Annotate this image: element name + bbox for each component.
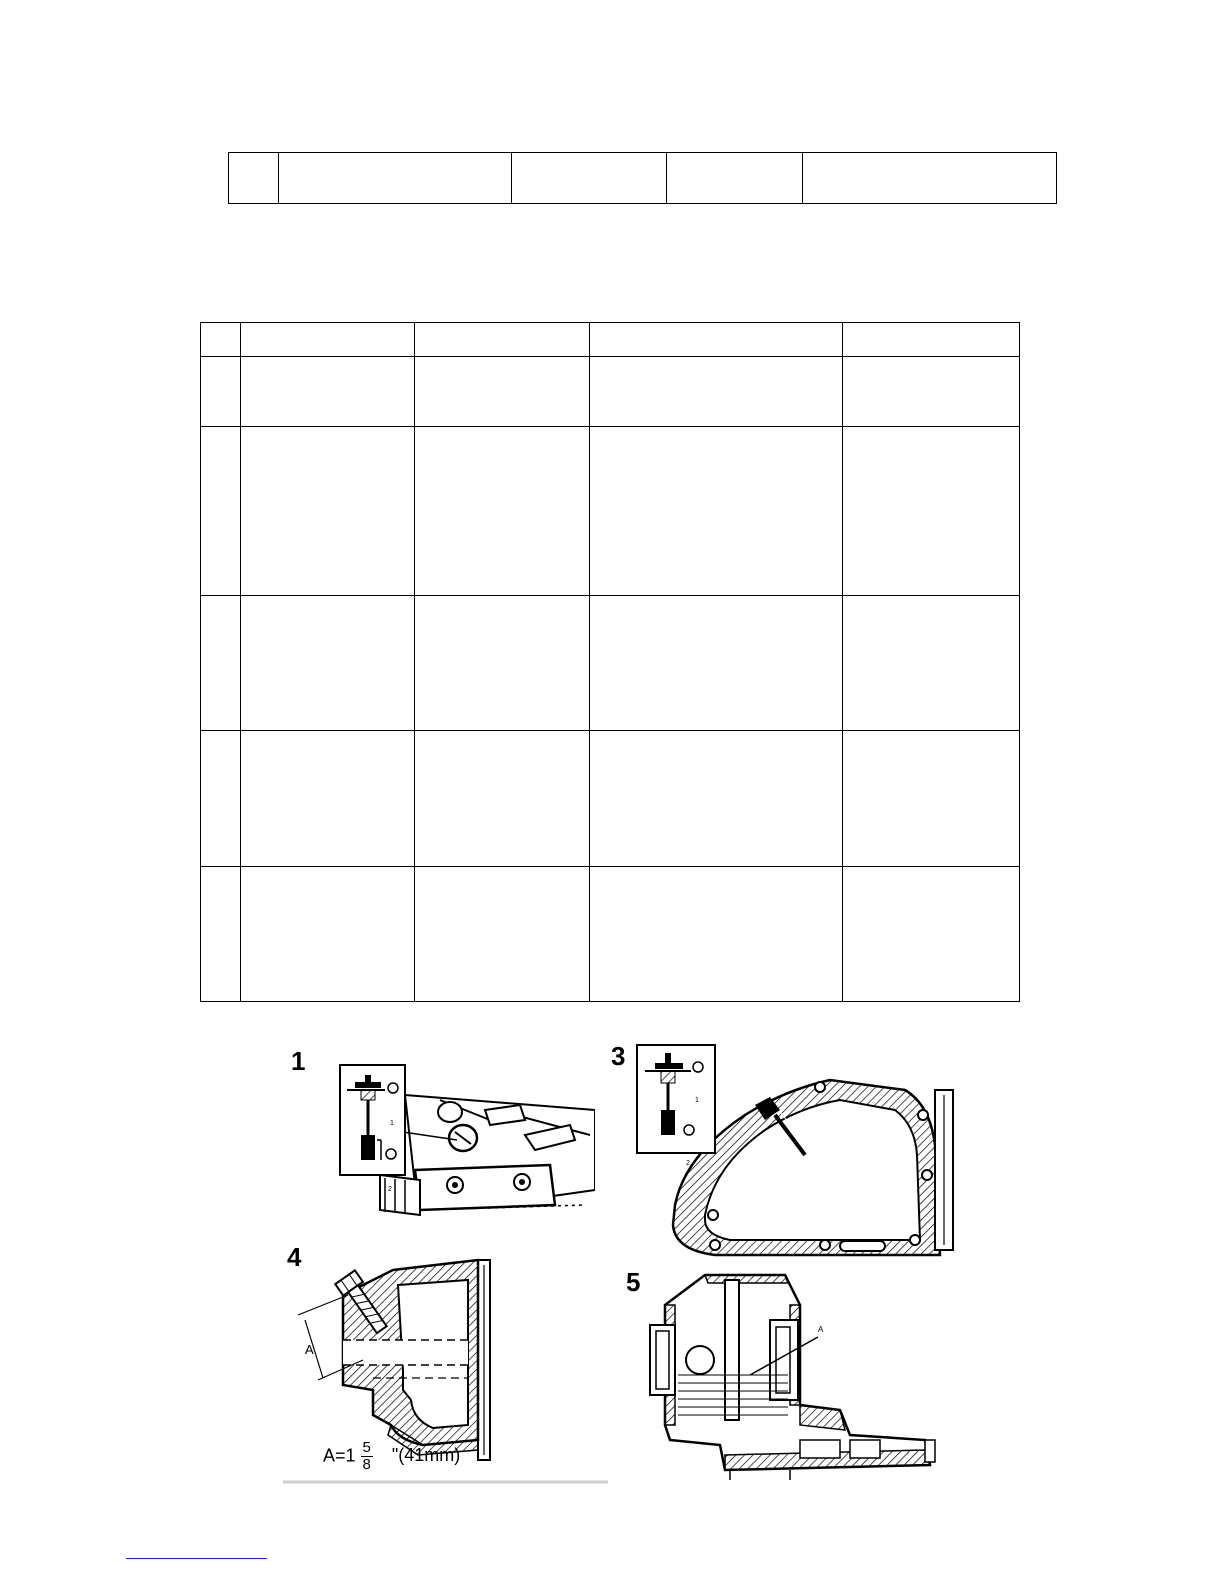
figure-4 — [283, 1240, 608, 1485]
pointer-letter: A — [818, 1325, 824, 1334]
table-cell — [415, 731, 590, 867]
figure-3-drawing — [605, 1035, 960, 1265]
caption-suffix: "(41mm) — [391, 1445, 461, 1466]
figure-1-label: 1 — [291, 1046, 306, 1076]
table-cell — [590, 731, 843, 867]
table-cell — [667, 153, 803, 204]
table-cell — [241, 357, 415, 427]
dimension-caption — [323, 1440, 460, 1473]
table-row — [201, 596, 1020, 731]
table-cell — [241, 867, 415, 1002]
table-cell — [241, 596, 415, 731]
table-cell — [201, 867, 241, 1002]
table-cell — [241, 427, 415, 596]
table-row — [201, 867, 1020, 1002]
table-cell — [415, 867, 590, 1002]
figure-3-label: 3 — [611, 1041, 626, 1071]
table-cell — [241, 731, 415, 867]
main-table — [200, 322, 1020, 1002]
table-row — [229, 153, 1057, 204]
header-cell — [201, 323, 241, 357]
header-cell — [590, 323, 843, 357]
table-cell — [415, 427, 590, 596]
figure-5-label: 5 — [626, 1267, 641, 1297]
table-row — [201, 357, 1020, 427]
table-cell — [803, 153, 1057, 204]
callout-2: 2 — [686, 1160, 690, 1167]
table-row — [201, 427, 1020, 596]
table-header-row — [201, 323, 1020, 357]
fraction-denominator: 8 — [362, 1456, 371, 1473]
table-cell — [590, 867, 843, 1002]
table-cell — [843, 596, 1020, 731]
figure-5-drawing — [620, 1265, 960, 1480]
dimension-letter: A — [305, 1342, 314, 1357]
header-cell — [241, 323, 415, 357]
table-cell — [590, 357, 843, 427]
table-cell — [843, 867, 1020, 1002]
figure-4-label: 4 — [287, 1242, 302, 1272]
table-cell — [201, 427, 241, 596]
table-cell — [843, 357, 1020, 427]
table-cell — [201, 731, 241, 867]
table-cell — [278, 153, 511, 204]
footer-link-underline[interactable] — [126, 1558, 267, 1559]
callout-2: 2 — [388, 1186, 392, 1193]
table-cell — [843, 731, 1020, 867]
table-row — [201, 731, 1020, 867]
callout-1: 1 — [695, 1097, 699, 1104]
table-cell — [229, 153, 279, 204]
figure-1 — [285, 1040, 595, 1230]
table-cell — [843, 427, 1020, 596]
header-cell — [415, 323, 590, 357]
table-cell — [590, 427, 843, 596]
top-table — [228, 152, 1057, 204]
table-cell — [201, 596, 241, 731]
table-cell — [415, 357, 590, 427]
callout-1: 1 — [390, 1120, 394, 1127]
table-cell — [415, 596, 590, 731]
caption-prefix: A=1 — [323, 1445, 356, 1466]
caption-fraction — [361, 1440, 373, 1473]
figure-5 — [620, 1265, 960, 1480]
figure-1-drawing — [285, 1040, 595, 1230]
table-cell — [590, 596, 843, 731]
header-cell — [843, 323, 1020, 357]
figure-3 — [605, 1035, 960, 1265]
table-cell — [511, 153, 667, 204]
table-cell — [201, 357, 241, 427]
fraction-numerator: 5 — [362, 1439, 371, 1456]
